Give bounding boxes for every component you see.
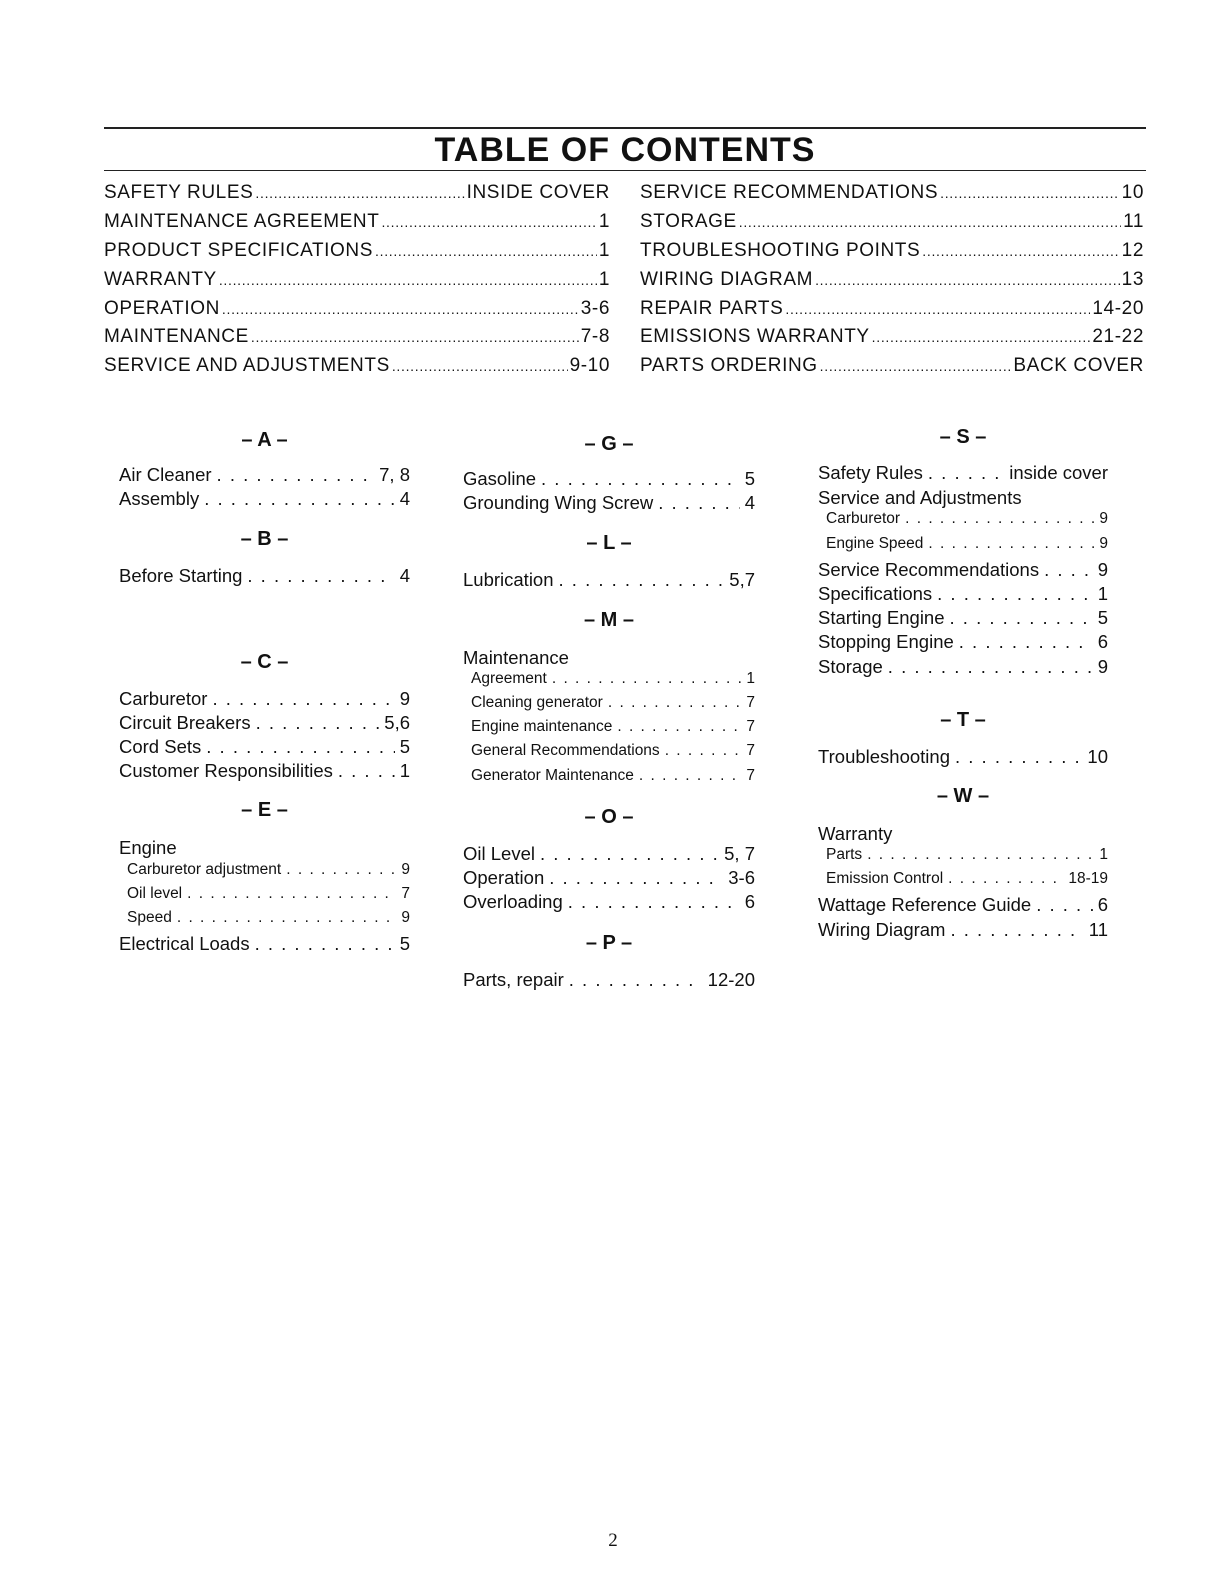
- leader-dots: [867, 846, 1094, 864]
- entry-page: 7: [401, 884, 410, 902]
- entry-page: 5,7: [729, 569, 755, 591]
- toc-page: BACK COVER: [1013, 355, 1144, 377]
- index-entry[interactable]: [119, 488, 410, 512]
- toc-page: 1: [598, 210, 610, 232]
- toc-label: SAFETY RULES: [104, 182, 254, 203]
- toc-page: 14-20: [1092, 297, 1144, 319]
- toc-entry[interactable]: [640, 298, 1144, 327]
- entry-label: Service Recommendations: [818, 558, 1040, 580]
- toc-page: 1: [598, 239, 610, 261]
- entry-label: Oil Level: [463, 842, 535, 864]
- leader-dots: [541, 468, 740, 490]
- leader-dots: [251, 326, 579, 348]
- entry-label: Cord Sets: [119, 735, 202, 757]
- toc-entry[interactable]: [640, 211, 1144, 240]
- toc-page: 21-22: [1092, 326, 1144, 348]
- index-entry[interactable]: [818, 583, 1108, 607]
- leader-dots: [255, 933, 395, 955]
- entry-page: 5: [399, 933, 410, 955]
- entry-label: Carburetor adjustment: [127, 860, 282, 878]
- entry-label: Air Cleaner: [119, 464, 212, 485]
- leader-dots: [1044, 559, 1093, 581]
- toc-label: SERVICE RECOMMENDATIONS: [640, 182, 939, 203]
- entry-label: Overloading: [463, 891, 563, 913]
- leader-dots: [608, 694, 742, 712]
- entry-label: Carburetor: [826, 510, 901, 528]
- index-entry[interactable]: [119, 464, 410, 488]
- index-letter-e: – E –: [241, 799, 288, 822]
- entry-label: Agreement: [471, 669, 547, 687]
- index-subentry[interactable]: [818, 870, 1108, 894]
- entry-label: Circuit Breakers: [119, 711, 251, 733]
- leader-dots: [639, 767, 742, 785]
- entry-label: Lubrication: [463, 569, 554, 591]
- index-heading: Maintenance: [463, 646, 569, 668]
- index-letter-l: – L –: [586, 532, 632, 555]
- entry-label: Assembly: [119, 488, 200, 510]
- leader-dots: [177, 909, 397, 927]
- entry-page: 11: [1088, 918, 1108, 940]
- index-letter-m: – M –: [583, 608, 635, 631]
- page-title: TABLE OF CONTENTS: [434, 131, 816, 169]
- entry-label: Parts: [826, 846, 863, 864]
- leader-dots: [928, 535, 1094, 553]
- index-letter-w: – W –: [936, 784, 990, 807]
- entry-page: 1: [746, 669, 755, 687]
- entry-page: 10: [1087, 745, 1108, 767]
- leader-dots: [922, 240, 1119, 262]
- index-subentry[interactable]: [463, 694, 755, 718]
- toc-entry[interactable]: [104, 326, 610, 355]
- toc-page: 13: [1121, 268, 1144, 290]
- leader-dots: [948, 870, 1063, 888]
- index-entry[interactable]: [818, 559, 1108, 583]
- toc-page: 9-10: [569, 355, 610, 377]
- leader-dots: [206, 736, 394, 758]
- entry-label: Generator Maintenance: [471, 766, 634, 784]
- toc-page: 1: [598, 268, 610, 290]
- toc-left-column: [104, 182, 610, 384]
- index-letter-b: – B –: [240, 528, 289, 551]
- entry-label: Electrical Loads: [119, 933, 250, 955]
- leader-dots: [217, 464, 375, 486]
- entry-label: Before Starting: [119, 565, 243, 587]
- leader-dots: [247, 565, 394, 587]
- index-subentry[interactable]: [818, 846, 1108, 870]
- entry-page: 5: [399, 735, 410, 757]
- toc-entry[interactable]: [104, 211, 610, 240]
- toc-page: 7-8: [580, 326, 610, 348]
- entry-page: 9: [1099, 510, 1108, 528]
- toc-entry[interactable]: [640, 355, 1144, 384]
- entry-page: 5,6: [384, 711, 410, 733]
- leader-dots: [212, 688, 394, 710]
- index-letter-a: – A –: [241, 429, 288, 451]
- leader-dots: [665, 742, 742, 760]
- entry-page: 1: [1099, 846, 1108, 864]
- entry-label: Starting Engine: [818, 607, 945, 629]
- entry-label: Customer Responsibilities: [119, 760, 333, 782]
- toc-label: MAINTENANCE AGREEMENT: [104, 210, 380, 232]
- index-entry[interactable]: [818, 919, 1108, 943]
- index-entry[interactable]: [119, 688, 410, 712]
- index-entry[interactable]: [818, 656, 1108, 680]
- leader-dots: [940, 182, 1120, 204]
- entry-page: 9: [401, 860, 410, 878]
- entry-page: 9: [401, 908, 410, 926]
- entry-page: 9: [1097, 655, 1108, 677]
- index-letter-t: – T –: [940, 708, 986, 731]
- entry-page: 6: [1097, 631, 1108, 653]
- index-heading: Warranty: [818, 822, 893, 844]
- entry-page: 9: [399, 687, 410, 709]
- entry-page: 4: [399, 488, 410, 510]
- entry-label: Troubleshooting: [818, 745, 950, 767]
- leader-dots: [375, 240, 597, 262]
- leader-dots: [785, 298, 1090, 320]
- toc-label: WIRING DIAGRAM: [640, 268, 814, 290]
- entry-page: 5: [1097, 607, 1108, 629]
- index-entry[interactable]: [818, 631, 1108, 655]
- entry-page: 3-6: [728, 866, 755, 888]
- entry-page: inside cover: [1009, 462, 1108, 483]
- index-subentry[interactable]: [463, 742, 755, 766]
- toc-entry[interactable]: [104, 182, 610, 211]
- toc-label: REPAIR PARTS: [640, 297, 784, 319]
- index-subentry[interactable]: [463, 670, 755, 694]
- leader-dots: [255, 182, 464, 204]
- entry-label: Engine maintenance: [471, 718, 613, 736]
- index-entry[interactable]: [463, 492, 755, 516]
- index-entry[interactable]: [119, 565, 410, 589]
- toc-entry[interactable]: [640, 269, 1144, 298]
- leader-dots: [617, 718, 741, 736]
- index-entry[interactable]: [119, 760, 410, 784]
- toc-label: TROUBLESHOOTING POINTS: [640, 239, 921, 261]
- leader-dots: [950, 607, 1093, 629]
- toc-entry[interactable]: [104, 355, 610, 384]
- toc-label: PRODUCT SPECIFICATIONS: [104, 239, 374, 261]
- entry-label: Specifications: [818, 582, 933, 604]
- leader-dots: [815, 269, 1120, 291]
- leader-dots: [928, 462, 1004, 484]
- toc-label: PARTS ORDERING: [640, 355, 818, 377]
- entry-label: Grounding Wing Screw: [463, 492, 654, 514]
- entry-label: Carburetor: [119, 687, 208, 709]
- leader-dots: [381, 211, 596, 233]
- entry-page: 6: [1097, 894, 1108, 916]
- title-underline: [104, 170, 1146, 171]
- toc-label: WARRANTY: [104, 268, 217, 290]
- leader-dots: [950, 919, 1083, 941]
- toc-label: OPERATION: [104, 297, 220, 319]
- index-subentry[interactable]: [818, 535, 1108, 559]
- leader-dots: [549, 867, 723, 889]
- toc-page: INSIDE COVER: [466, 182, 610, 203]
- entry-page: 9: [1097, 558, 1108, 580]
- toc-label: MAINTENANCE: [104, 326, 249, 348]
- entry-page: 7, 8: [379, 464, 410, 485]
- entry-page: 5: [744, 468, 755, 489]
- entry-page: 12-20: [707, 969, 755, 991]
- leader-dots: [658, 492, 739, 514]
- index-subentry[interactable]: [119, 909, 410, 933]
- toc-page: 11: [1123, 210, 1144, 232]
- toc-entry[interactable]: [640, 240, 1144, 269]
- entry-page: 7: [746, 766, 755, 784]
- index-entry[interactable]: [119, 933, 410, 957]
- leader-dots: [888, 656, 1093, 678]
- entry-page: 7: [746, 718, 755, 736]
- index-column-3: [818, 425, 1108, 943]
- leader-dots: [187, 885, 396, 903]
- entry-page: 18-19: [1068, 870, 1108, 888]
- leader-dots: [392, 355, 568, 377]
- index-entry[interactable]: [119, 736, 410, 760]
- index-heading: Engine: [119, 837, 177, 859]
- index-entry[interactable]: [119, 712, 410, 736]
- entry-label: Parts, repair: [463, 969, 564, 991]
- entry-label: Oil level: [127, 884, 183, 902]
- index-letter-o: – O –: [584, 805, 634, 828]
- top-rule: [104, 127, 1146, 129]
- index-entry[interactable]: [463, 468, 755, 492]
- leader-dots: [338, 760, 395, 782]
- entry-page: 7: [746, 742, 755, 760]
- index-letter-c: – C –: [240, 650, 289, 673]
- leader-dots: [1036, 894, 1092, 916]
- leader-dots: [959, 631, 1093, 653]
- index-subentry[interactable]: [818, 510, 1108, 534]
- entry-page: 1: [1097, 582, 1108, 604]
- entry-page: 4: [744, 492, 755, 514]
- index-subentry[interactable]: [463, 718, 755, 742]
- toc-entry[interactable]: [104, 298, 610, 327]
- toc-entry[interactable]: [104, 269, 610, 298]
- index-entry[interactable]: [818, 607, 1108, 631]
- leader-dots: [540, 843, 719, 865]
- toc-entry[interactable]: [104, 240, 610, 269]
- page-number: 2: [608, 1530, 618, 1551]
- entry-label: Stopping Engine: [818, 631, 954, 653]
- index-entry[interactable]: [463, 867, 755, 891]
- entry-label: Emission Control: [826, 870, 944, 888]
- entry-page: 1: [399, 760, 410, 782]
- entry-page: 7: [746, 693, 755, 711]
- index-subentry[interactable]: [119, 885, 410, 909]
- entry-label: Safety Rules: [818, 462, 923, 483]
- leader-dots: [286, 861, 396, 879]
- index-column-2: [463, 432, 755, 993]
- index-letter-g: – G –: [584, 433, 634, 455]
- toc-label: EMISSIONS WARRANTY: [640, 326, 870, 348]
- toc-page: 10: [1121, 182, 1144, 203]
- leader-dots: [937, 583, 1093, 605]
- entry-label: Engine Speed: [826, 534, 924, 552]
- index-entry[interactable]: [463, 891, 755, 915]
- entry-label: Speed: [127, 908, 172, 926]
- entry-label: Wiring Diagram: [818, 918, 946, 940]
- toc-entry[interactable]: [640, 326, 1144, 355]
- entry-label: Gasoline: [463, 468, 537, 489]
- leader-dots: [739, 211, 1121, 233]
- index-entry[interactable]: [818, 746, 1108, 770]
- index-subentry[interactable]: [463, 767, 755, 791]
- toc-label: STORAGE: [640, 210, 737, 232]
- leader-dots: [256, 712, 380, 734]
- entry-label: General Recommendations: [471, 742, 660, 760]
- index-letter-s: – S –: [939, 426, 987, 448]
- index-entry[interactable]: [818, 462, 1108, 486]
- index-entry[interactable]: [818, 894, 1108, 918]
- index-entry[interactable]: [463, 569, 755, 593]
- entry-label: Cleaning generator: [471, 693, 603, 711]
- index-entry[interactable]: [463, 969, 755, 993]
- leader-dots: [204, 488, 395, 510]
- leader-dots: [222, 298, 579, 320]
- toc-page: 12: [1121, 239, 1144, 261]
- entry-page: 9: [1099, 534, 1108, 552]
- entry-page: 6: [744, 891, 755, 913]
- index-letter-p: – P –: [585, 932, 633, 955]
- leader-dots: [552, 670, 742, 688]
- index-heading: Service and Adjustments: [818, 487, 1022, 509]
- toc-right-column: [640, 182, 1144, 384]
- entry-page: 5, 7: [724, 842, 755, 864]
- entry-label: Operation: [463, 866, 545, 888]
- toc-label: SERVICE AND ADJUSTMENTS: [104, 355, 390, 377]
- entry-label: Storage: [818, 655, 883, 677]
- leader-dots: [219, 269, 597, 291]
- leader-dots: [905, 510, 1094, 528]
- leader-dots: [568, 891, 740, 913]
- leader-dots: [569, 969, 703, 991]
- leader-dots: [955, 746, 1082, 768]
- toc-entry[interactable]: [640, 182, 1144, 211]
- index-column-1: [119, 428, 410, 957]
- leader-dots: [820, 355, 1012, 377]
- entry-label: Wattage Reference Guide: [818, 894, 1032, 916]
- leader-dots: [872, 326, 1091, 348]
- entry-page: 4: [399, 565, 410, 587]
- leader-dots: [559, 569, 725, 591]
- index-subentry[interactable]: [119, 861, 410, 885]
- index-entry[interactable]: [463, 843, 755, 867]
- toc-page: 3-6: [580, 297, 610, 319]
